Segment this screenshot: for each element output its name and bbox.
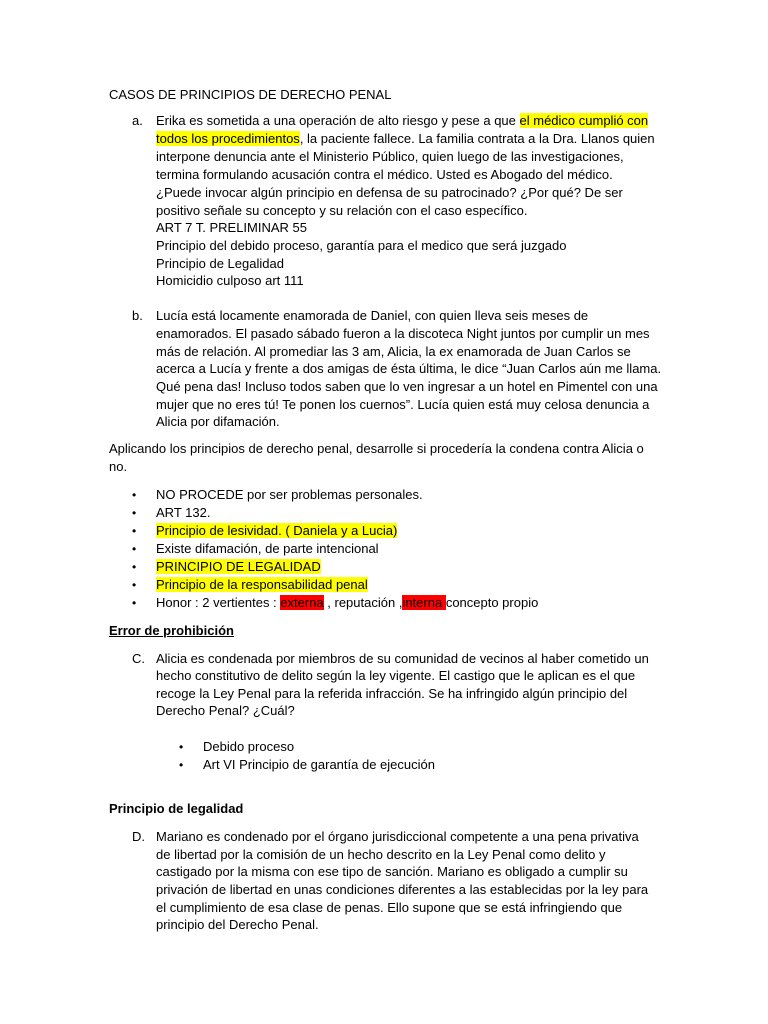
apply-line-1: Aplicando los principios de derecho penal, desarrolle si procedería la condena contra Alicia o <box>109 441 644 456</box>
honor-reputacion: , reputación , <box>323 595 403 610</box>
case-d-line-6: principio del Derecho Penal. <box>156 917 319 932</box>
bullet-icon: • <box>132 524 137 538</box>
case-b-line-2: enamorados. El pasado sábado fueron a la discoteca Night juntos por cumplir un mes <box>156 326 650 341</box>
highlight-medico: el médico cumplió con <box>519 113 649 128</box>
case-d-line-3: castigado por la misma con ese tipo de sanción. Mariano es obligado a cumplir su <box>156 864 628 879</box>
bullet-icon: • <box>132 488 137 502</box>
case-a-answer-4: Homicidio culposo art 111 <box>156 273 304 288</box>
case-a-answer-2: Principio del debido proceso, garantía para el medico que será juzgado <box>156 238 567 253</box>
highlight-legalidad: PRINCIPIO DE LEGALIDAD <box>156 559 321 574</box>
honor-concepto: concepto propio <box>445 595 539 610</box>
highlight-lesividad: Principio de lesividad. ( Daniela y a Lucia) <box>156 523 398 538</box>
bullet-item-3 <box>156 522 397 540</box>
case-c-marker: C. <box>132 651 145 666</box>
case-a-line-1 <box>156 112 648 130</box>
bullet-icon: • <box>179 758 184 772</box>
case-d-line-4: privación de libertad en unas condiciones diferentes a las establecidas por la ley para <box>156 882 649 897</box>
case-d-line-1: Mariano es condenado por el órgano jurisdiccional competente a una pena privativa <box>156 829 639 844</box>
bullet-item-1: NO PROCEDE por ser problemas personales. <box>156 487 423 502</box>
bullet-icon: • <box>132 578 137 592</box>
case-a-line-2-text: , la paciente fallece. La familia contrata a la Dra. Llanos quien <box>299 131 655 146</box>
bullet-icon: • <box>132 560 137 574</box>
heading-principio-legalidad: Principio de legalidad <box>109 801 244 816</box>
case-d-line-5: el cumplimiento de esa clase de penas. Ello supone que se está infringiendo que <box>156 900 623 915</box>
case-a-line-4: termina formulando acusación contra el médico. Usted es Abogado del médico. <box>156 167 613 182</box>
heading-error-prohibicion: Error de prohibición <box>109 623 234 638</box>
bullet-item-2: ART 132. <box>156 505 211 520</box>
case-b-line-6: mujer que no eres tú! Te ponen los cuernos”. Lucía quien está muy celosa denuncia a <box>156 397 650 412</box>
bullet-item-5 <box>156 558 321 576</box>
case-a-answer-1: ART 7 T. PRELIMINAR 55 <box>156 220 308 235</box>
document-title: CASOS DE PRINCIPIOS DE DERECHO PENAL <box>109 87 392 102</box>
case-a-line-3: interpone denuncia ante el Ministerio Público, quien luego de las investigaciones, <box>156 149 624 164</box>
case-a-answer-3: Principio de Legalidad <box>156 256 284 271</box>
case-b-line-5: Qué pena das! Incluso todos saben que lo ven ingresar a un hotel en Pimentel con una <box>156 379 658 394</box>
bullet-icon: • <box>132 542 137 556</box>
highlight-interna: interna <box>402 595 446 610</box>
case-a-line-1-text: Erika es sometida a una operación de alto riesgo y pese a que <box>156 113 520 128</box>
highlight-externa: externa <box>280 595 324 610</box>
case-b-line-4: acerca a Lucía y frente a dos amigas de ésta última, le dice “Juan Carlos aún me llama. <box>156 361 662 376</box>
bullet-icon: • <box>132 596 137 610</box>
case-a-line-5: ¿Puede invocar algún principio en defensa de su patrocinado? ¿Por qué? De ser <box>156 185 623 200</box>
bullet-item-6 <box>156 576 368 594</box>
case-a-line-2 <box>156 130 655 148</box>
highlight-procedimientos: todos los procedimientos <box>156 131 300 146</box>
case-c-line-3: recoge la Ley Penal para la referida infracción. Se ha infringido algún principio del <box>156 686 628 701</box>
honor-text: Honor : 2 vertientes : <box>156 595 281 610</box>
case-a-line-6: positivo señale su concepto y su relación con el caso específico. <box>156 203 528 218</box>
case-c-line-4: Derecho Penal? ¿Cuál? <box>156 703 295 718</box>
case-b-line-1: Lucía está locamente enamorada de Daniel, con quien lleva seis meses de <box>156 308 589 323</box>
bullet-icon: • <box>132 506 137 520</box>
case-b-line-7: Alicia por difamación. <box>156 414 280 429</box>
case-b-marker: b. <box>132 308 143 323</box>
case-d-line-2: de libertad por la comisión de un hecho descrito en la Ley Penal como delito y <box>156 847 606 862</box>
bullet-item-7 <box>156 594 538 612</box>
bullet-item-4: Existe difamación, de parte intencional <box>156 541 379 556</box>
case-c-line-1: Alicia es condenada por miembros de su comunidad de vecinos al haber cometido un <box>156 651 649 666</box>
highlight-responsabilidad: Principio de la responsabilidad penal <box>156 577 368 592</box>
apply-line-2: no. <box>109 459 128 474</box>
case-c-bullet-2: Art VI Principio de garantía de ejecución <box>203 757 435 772</box>
case-b-line-3: más de relación. Al promediar las 3 am, Alicia, la ex enamorada de Juan Carlos se <box>156 344 631 359</box>
case-a-marker: a. <box>132 113 143 128</box>
case-d-marker: D. <box>132 829 145 844</box>
bullet-icon: • <box>179 740 184 754</box>
case-c-line-2: hecho constitutivo de delito según la ley vigente. El castigo que le aplican es el que <box>156 668 636 683</box>
case-c-bullet-1: Debido proceso <box>203 739 295 754</box>
